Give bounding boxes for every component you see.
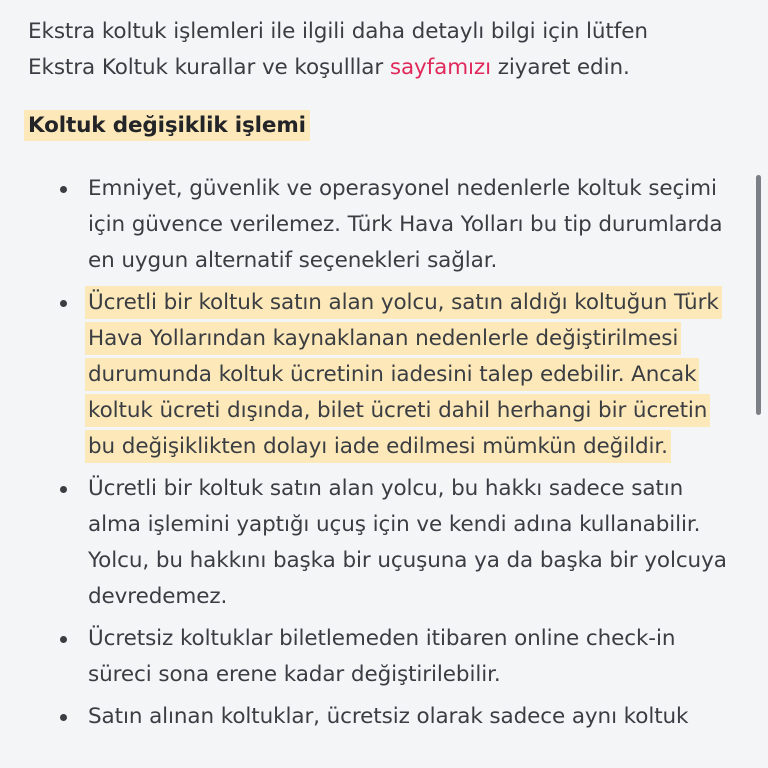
list-item-text: Ücretsiz koltuklar biletlemeden itibaren online check-in süreci sona erene kadar değiştirilebilir. — [88, 626, 676, 687]
list-item-text: Satın alınan koltuklar, ücretsiz olarak sadece aynı koltuk — [88, 704, 689, 729]
scrollbar-thumb[interactable] — [756, 175, 761, 415]
seat-change-rules-list — [28, 171, 738, 735]
list-item — [28, 699, 738, 735]
intro-paragraph — [28, 14, 700, 86]
intro-text-before-link: Ekstra koltuk işlemleri ile ilgili daha detaylı bilgi için lütfen Ekstra Koltuk kurallar ve koşulllar — [28, 19, 648, 80]
section-heading-container — [28, 109, 738, 143]
list-item — [28, 171, 738, 279]
extra-seat-rules-link[interactable]: sayfamızı — [389, 55, 491, 80]
section-heading: Koltuk değişiklik işlemi — [28, 110, 306, 141]
scrollbar[interactable] — [753, 0, 761, 768]
list-item-text: Emniyet, güvenlik ve operasyonel nedenlerle koltuk seçimi için güvence verilemez. Türk Hava Yolları bu tip durumlarda en uygun alternatif seçenekleri sağlar. — [88, 176, 723, 273]
list-item — [28, 285, 738, 465]
list-item — [28, 621, 738, 693]
list-item-text: Ücretli bir koltuk satın alan yolcu, satın aldığı koltuğun Türk Hava Yollarından kaynaklanan nedenlerle değiştirilmesi durumunda koltuk ücretinin iadesini talep edebilir. Ancak koltuk ücreti dışında, bilet ücreti dahil herhangi bir ücretin bu değişiklikten dolayı iade edilmesi mümkün değildir. — [88, 286, 719, 463]
list-item-text: Ücretli bir koltuk satın alan yolcu, bu hakkı sadece satın alma işlemini yaptığı uçuş için ve kendi adına kullanabilir. Yolcu, bu hakkını başka bir uçuşuna ya da başka bir yolcuya devredemez. — [88, 476, 727, 609]
intro-text-after-link: ziyaret edin. — [490, 55, 630, 80]
list-item — [28, 471, 738, 615]
